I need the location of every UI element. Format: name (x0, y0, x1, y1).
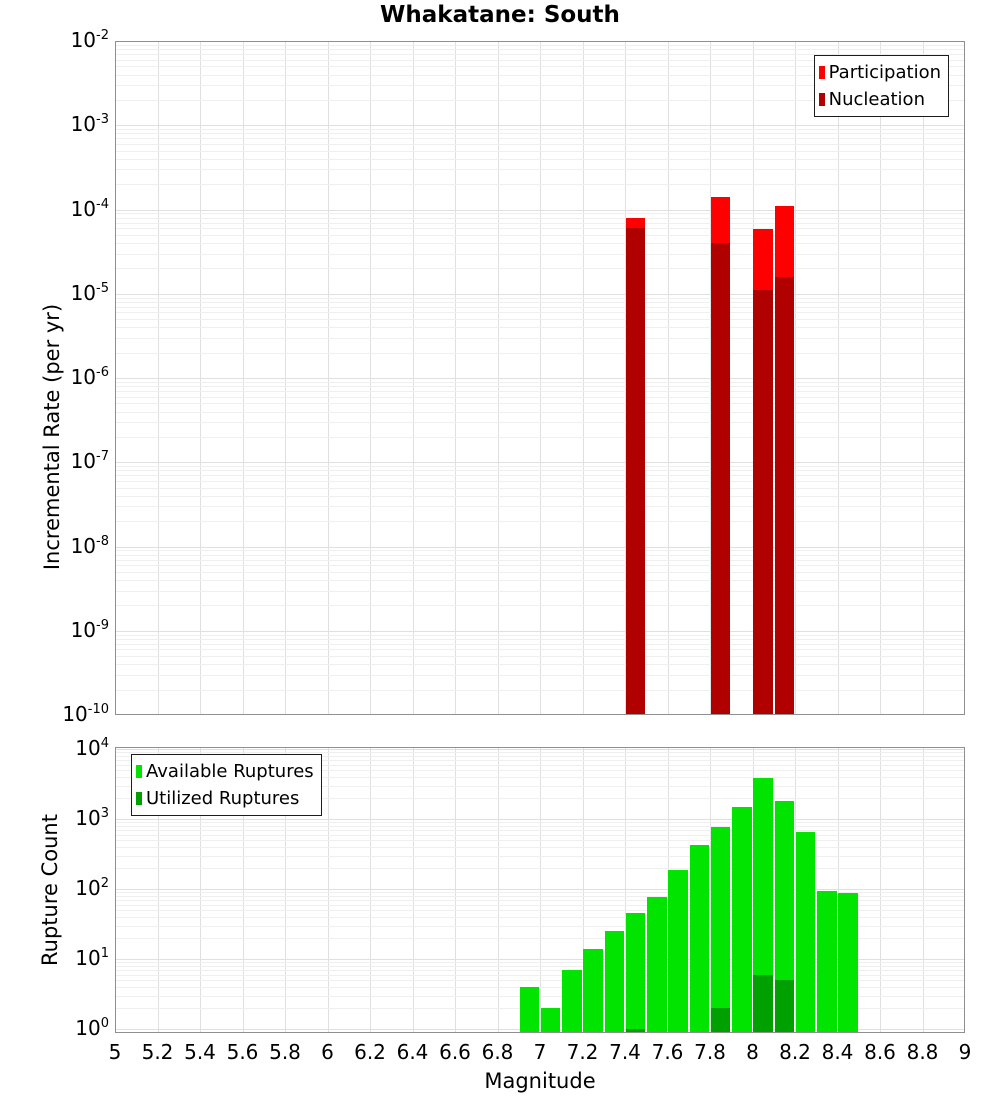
legend (131, 754, 322, 816)
minor-gridline (115, 319, 965, 320)
major-gridline (115, 889, 965, 890)
y-tick-label: $10^3$ (75, 805, 109, 830)
available-ruptures-bar (817, 891, 837, 1033)
rate-y-axis-label: Incremental Rate (per yr) (40, 303, 64, 571)
nucleation-bar (775, 277, 795, 715)
x-tick-label: 8.2 (779, 1040, 811, 1064)
minor-gridline (115, 868, 965, 869)
x-tick-label: 7.8 (694, 1040, 726, 1064)
x-tick-label: 9 (958, 1040, 972, 1064)
minor-gridline (115, 664, 965, 665)
minor-gridline (115, 133, 965, 134)
major-gridline (115, 294, 965, 295)
minor-gridline (115, 129, 965, 130)
minor-gridline (115, 580, 965, 581)
available-ruptures-bar (668, 870, 688, 1033)
minor-gridline (115, 847, 965, 848)
y-tick-label: $10^4$ (75, 735, 109, 760)
minor-gridline (115, 412, 965, 413)
minor-gridline (115, 572, 965, 573)
x-tick-label: 5.4 (184, 1040, 216, 1064)
minor-gridline (115, 298, 965, 299)
legend-item (819, 59, 941, 86)
legend (814, 55, 949, 117)
minor-gridline (115, 835, 965, 836)
minor-gridline (115, 840, 965, 841)
minor-gridline (115, 235, 965, 236)
x-tick-label: 5.6 (226, 1040, 259, 1064)
available-ruptures-bar (647, 897, 667, 1033)
x-tick-label: 7.4 (609, 1040, 641, 1064)
minor-gridline (115, 228, 965, 229)
nucleation-bar (753, 290, 773, 715)
major-gridline (115, 749, 965, 750)
y-tick-label: $10^{-6}$ (70, 364, 109, 389)
major-gridline (115, 631, 965, 632)
minor-gridline (115, 649, 965, 650)
minor-gridline (115, 656, 965, 657)
available-ruptures-bar (520, 987, 540, 1033)
minor-gridline (115, 521, 965, 522)
y-tick-label: $10^{-9}$ (70, 617, 109, 642)
minor-gridline (115, 49, 965, 50)
available-ruptures-bar (711, 827, 731, 1033)
utilized-ruptures-bar (626, 1029, 646, 1033)
minor-gridline (115, 151, 965, 152)
minor-gridline (115, 826, 965, 827)
minor-gridline (115, 184, 965, 185)
y-tick-label: $10^1$ (75, 945, 109, 970)
utilized-ruptures-legend-marker (136, 792, 142, 805)
minor-gridline (115, 466, 965, 467)
minor-gridline (115, 422, 965, 423)
minor-gridline (115, 223, 965, 224)
legend-item-label: Participation (828, 62, 941, 83)
nucleation-bar (626, 228, 646, 715)
y-tick-label: $10^{-8}$ (70, 533, 109, 558)
available-ruptures-bar (541, 1008, 561, 1033)
x-tick-label: 5.8 (269, 1040, 301, 1064)
nucleation-legend-marker (819, 93, 825, 106)
vertical-gridline (498, 747, 499, 1033)
y-tick-label: $10^{-10}$ (62, 701, 109, 726)
minor-gridline (115, 560, 965, 561)
y-tick-label: $10^{-2}$ (70, 27, 109, 52)
available-ruptures-bar (690, 845, 710, 1033)
x-tick-label: 5.2 (141, 1040, 174, 1064)
minor-gridline (115, 488, 965, 489)
minor-gridline (115, 307, 965, 308)
count-plot-area (115, 747, 965, 1033)
minor-gridline (115, 591, 965, 592)
major-gridline (115, 462, 965, 463)
participation-legend-marker (819, 66, 825, 79)
utilized-ruptures-bar (711, 1008, 731, 1033)
minor-gridline (115, 644, 965, 645)
minor-gridline (115, 254, 965, 255)
x-tick-label: 7 (533, 1040, 547, 1064)
legend-item (136, 785, 314, 812)
major-gridline (115, 210, 965, 211)
x-tick-label: 6.4 (396, 1040, 429, 1064)
available-ruptures-bar (796, 832, 816, 1033)
x-tick-label: 6.2 (354, 1040, 386, 1064)
minor-gridline (115, 639, 965, 640)
x-tick-label: 8.8 (906, 1040, 939, 1064)
minor-gridline (115, 403, 965, 404)
y-tick-label: $10^{-5}$ (70, 280, 109, 305)
major-gridline (115, 378, 965, 379)
major-gridline (115, 547, 965, 548)
available-ruptures-bar (583, 949, 603, 1033)
minor-gridline (115, 312, 965, 313)
legend-item-label: Available Ruptures (146, 761, 314, 782)
minor-gridline (115, 550, 965, 551)
x-tick-label: 7.6 (651, 1040, 684, 1064)
minor-gridline (115, 635, 965, 636)
major-gridline (115, 125, 965, 126)
minor-gridline (115, 169, 965, 170)
x-tick-label: 6.8 (481, 1040, 514, 1064)
available-ruptures-bar (838, 893, 858, 1033)
minor-gridline (115, 481, 965, 482)
y-tick-label: $10^{-7}$ (70, 449, 109, 474)
minor-gridline (115, 268, 965, 269)
y-tick-label: $10^0$ (75, 1015, 109, 1040)
x-axis-label: Magnitude (484, 1069, 596, 1093)
minor-gridline (115, 138, 965, 139)
available-ruptures-bar (605, 931, 625, 1033)
minor-gridline (115, 470, 965, 471)
utilized-ruptures-bar (775, 980, 795, 1033)
x-tick-label: 6 (321, 1040, 334, 1064)
utilized-ruptures-bar (753, 975, 773, 1034)
minor-gridline (115, 45, 965, 46)
minor-gridline (115, 690, 965, 691)
x-tick-label: 8.6 (864, 1040, 896, 1064)
legend-item-label: Nucleation (828, 89, 925, 110)
minor-gridline (115, 144, 965, 145)
minor-gridline (115, 475, 965, 476)
minor-gridline (115, 605, 965, 606)
legend-item-label: Utilized Ruptures (146, 788, 300, 809)
x-tick-label: 8.4 (821, 1040, 854, 1064)
minor-gridline (115, 382, 965, 383)
legend-item (819, 86, 941, 113)
minor-gridline (115, 338, 965, 339)
x-tick-label: 8 (746, 1040, 759, 1064)
y-tick-label: $10^{-4}$ (70, 196, 109, 221)
minor-gridline (115, 437, 965, 438)
minor-gridline (115, 856, 965, 857)
available-ruptures-bar (732, 807, 752, 1033)
minor-gridline (115, 353, 965, 354)
minor-gridline (115, 565, 965, 566)
chart-title: Whakatane: South (380, 2, 620, 28)
minor-gridline (115, 218, 965, 219)
minor-gridline (115, 496, 965, 497)
vertical-gridline (540, 747, 541, 1033)
y-tick-label: $10^2$ (75, 875, 109, 900)
minor-gridline (115, 159, 965, 160)
minor-gridline (115, 397, 965, 398)
x-tick-label: 5 (108, 1040, 122, 1064)
minor-gridline (115, 243, 965, 244)
y-tick-label: $10^{-3}$ (70, 112, 109, 137)
minor-gridline (115, 391, 965, 392)
nucleation-bar (711, 243, 731, 715)
minor-gridline (115, 506, 965, 507)
count-y-axis-label: Rupture Count (38, 814, 62, 966)
minor-gridline (115, 555, 965, 556)
vertical-gridline (413, 747, 414, 1033)
vertical-gridline (370, 747, 371, 1033)
minor-gridline (115, 213, 965, 214)
minor-gridline (115, 302, 965, 303)
rate-plot-area (115, 41, 965, 715)
vertical-gridline (880, 747, 881, 1033)
x-tick-label: 7.2 (566, 1040, 599, 1064)
vertical-gridline (328, 747, 329, 1033)
minor-gridline (115, 327, 965, 328)
minor-gridline (115, 830, 965, 831)
x-tick-label: 6.6 (439, 1040, 471, 1064)
minor-gridline (115, 386, 965, 387)
available-ruptures-bar (562, 970, 582, 1033)
minor-gridline (115, 822, 965, 823)
available-ruptures-bar (626, 913, 646, 1033)
vertical-gridline (455, 747, 456, 1033)
legend-item (136, 758, 314, 785)
available-ruptures-legend-marker (136, 765, 142, 778)
vertical-gridline (923, 747, 924, 1033)
minor-gridline (115, 675, 965, 676)
major-gridline (115, 819, 965, 820)
